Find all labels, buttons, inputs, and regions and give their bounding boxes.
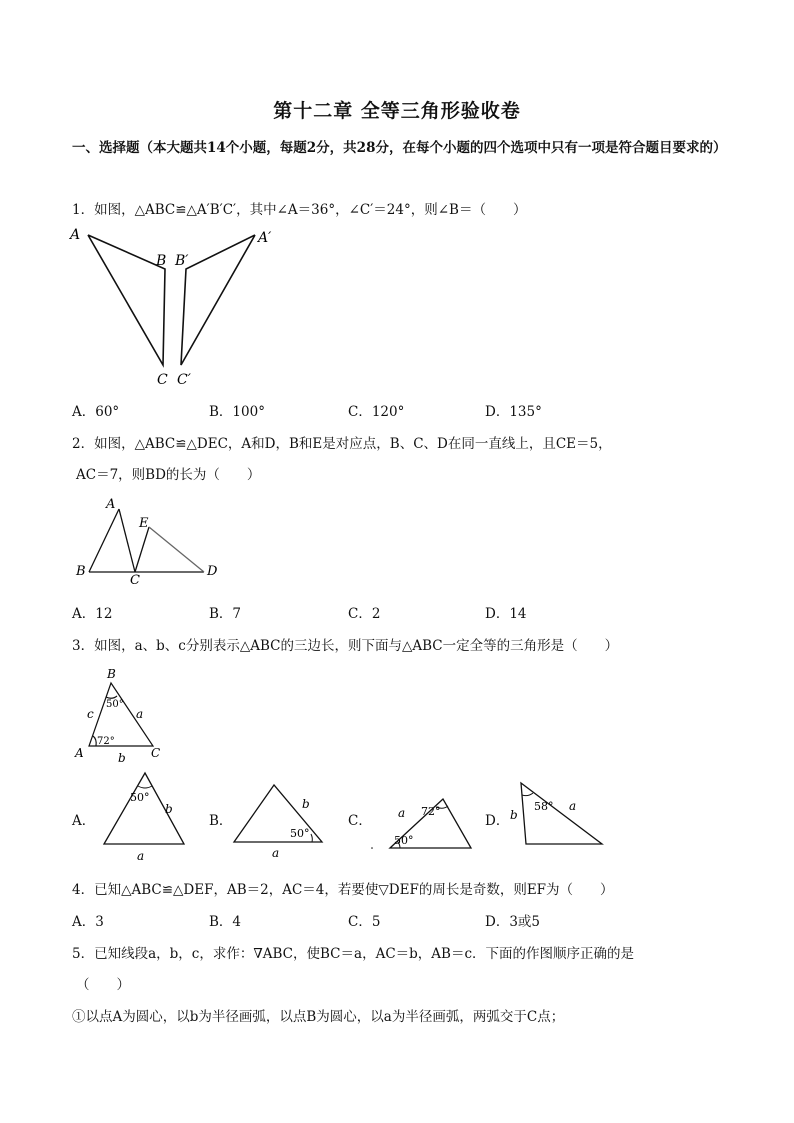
q2-option-d[interactable]: D．14 bbox=[485, 606, 527, 622]
side-label-a: a bbox=[272, 846, 280, 860]
question-5-stem-line2: （ ） bbox=[76, 977, 130, 993]
q2-option-c[interactable]: C．2 bbox=[348, 606, 381, 622]
label-C: C bbox=[157, 372, 168, 388]
q4-option-b[interactable]: B．4 bbox=[209, 914, 242, 930]
side-label-b: b bbox=[510, 808, 518, 822]
question-1-stem: 1．如图，△ABC≌△A′B′C′，其中∠A＝36°，∠C′＝24°，则∠B＝（ ） bbox=[72, 202, 527, 218]
side-label-b: b bbox=[165, 802, 173, 816]
question-2-stem-line2: AC＝7，则BD的长为（ ） bbox=[76, 467, 261, 483]
side-label-a: a bbox=[398, 806, 406, 820]
angle-left-label: 50° bbox=[394, 834, 414, 847]
question-4-stem: 4．已知△ABC≌△DEF，AB＝2，AC＝4，若要使▽DEF的周长是奇数，则EF为（ ） bbox=[72, 882, 614, 898]
q4-option-a[interactable]: A．3 bbox=[72, 914, 104, 930]
side-label-b: b bbox=[302, 797, 310, 811]
q3-option-a-figure bbox=[100, 768, 190, 863]
q3-option-c[interactable]: C． bbox=[348, 813, 372, 829]
label-B-prime: B′ bbox=[175, 253, 189, 269]
q1-option-b[interactable]: B．100° bbox=[209, 404, 265, 420]
q3-option-b-figure bbox=[230, 780, 330, 860]
q1-option-d[interactable]: D．135° bbox=[485, 404, 542, 420]
triangle-abc-prime bbox=[181, 235, 255, 365]
q3-option-d-figure bbox=[508, 778, 608, 850]
label-D: D bbox=[207, 564, 218, 579]
q3-option-d[interactable]: D． bbox=[485, 813, 510, 829]
label-C: C bbox=[130, 573, 140, 588]
angle-A: 72° bbox=[97, 736, 115, 747]
angle-label: 50° bbox=[130, 791, 150, 804]
label-B: B bbox=[156, 253, 167, 269]
question-5-stem-line1: 5．已知线段a，b，c，求作：∇ABC，使BC＝a，AC＝b，AB＝c．下面的作图顺序正确的是 bbox=[72, 946, 635, 962]
label-C: C bbox=[151, 746, 161, 760]
label-B: B bbox=[107, 667, 116, 681]
label-A: A bbox=[106, 497, 116, 512]
angle-B: 50° bbox=[106, 699, 124, 710]
q1-option-c[interactable]: C．120° bbox=[348, 404, 405, 420]
side-label-a: a bbox=[137, 849, 145, 863]
q3-option-a[interactable]: A． bbox=[72, 813, 96, 829]
question-2-figure bbox=[70, 495, 240, 588]
label-E: E bbox=[139, 516, 149, 531]
question-3-stem: 3．如图，a、b、c分别表示△ABC的三边长，则下面与△ABC一定全等的三角形是（ ） bbox=[72, 638, 619, 654]
label-A: A bbox=[75, 746, 84, 760]
q4-option-c[interactable]: C．5 bbox=[348, 914, 381, 930]
angle-top-label: 72° bbox=[421, 805, 441, 818]
q3-option-b[interactable]: B． bbox=[209, 813, 233, 829]
q2-option-a[interactable]: A．12 bbox=[72, 606, 113, 622]
side-label-a: a bbox=[569, 799, 577, 813]
angle-label: 50° bbox=[290, 827, 310, 840]
section-heading: 一、选择题（本大题共14个小题，每题2分，共28分，在每个小题的四个选项中只有一项是符合题目要求的） bbox=[72, 140, 727, 156]
label-c: c bbox=[87, 707, 94, 721]
label-b: b bbox=[118, 751, 126, 765]
q2-option-b[interactable]: B．7 bbox=[209, 606, 242, 622]
q3-option-c-figure bbox=[368, 795, 478, 855]
triangle-abc bbox=[88, 235, 165, 365]
q1-option-a[interactable]: A．60° bbox=[72, 404, 120, 420]
label-C-prime: C′ bbox=[177, 372, 191, 388]
question-3-figure bbox=[70, 662, 170, 767]
question-5-step-1: ①以点A为圆心，以b为半径画弧，以点B为圆心，以a为半径画弧，两弧交于C点； bbox=[72, 1009, 565, 1025]
label-A-prime: A′ bbox=[258, 230, 272, 246]
angle-label: 58° bbox=[534, 800, 554, 813]
question-1-figure bbox=[60, 222, 290, 392]
label-B: B bbox=[76, 564, 86, 579]
question-2-stem-line1: 2．如图，△ABC≌△DEC，A和D，B和E是对应点，B、C、D在同一直线上，且CE＝5， bbox=[72, 436, 612, 452]
q4-option-d[interactable]: D．3或5 bbox=[485, 914, 541, 930]
label-a: a bbox=[136, 707, 144, 721]
page-title: 第十二章 全等三角形验收卷 bbox=[273, 100, 521, 122]
label-A: A bbox=[70, 227, 81, 243]
